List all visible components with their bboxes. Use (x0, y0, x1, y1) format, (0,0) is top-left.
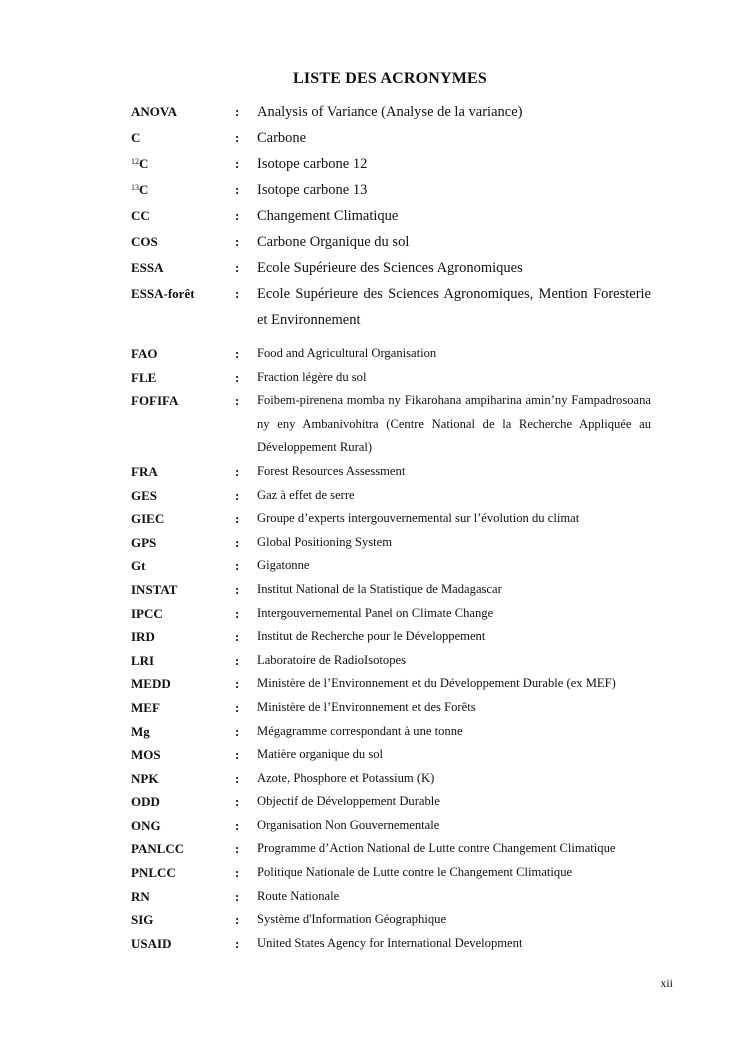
acronym-abbreviation-text: RN (131, 888, 150, 904)
acronym-abbreviation-text: Mg (131, 723, 150, 739)
acronym-abbreviation-text: ESSA (131, 260, 164, 275)
acronym-abbreviation (131, 696, 235, 720)
acronym-separator: : (235, 511, 240, 527)
acronym-abbreviation (131, 203, 235, 229)
acronym-definition: Organisation Non Gouvernementale (257, 817, 440, 832)
acronym-abbreviation (131, 342, 235, 366)
acronym-abbreviation (131, 743, 235, 767)
page-title: LISTE DES ACRONYMES (292, 70, 488, 87)
acronym-abbreviation (131, 767, 235, 791)
acronym-definition: United States Agency for International Development (257, 935, 523, 950)
acronym-abbreviation-text: LRI (131, 652, 155, 668)
acronym-separator: : (235, 260, 240, 275)
acronym-abbreviation (131, 625, 235, 649)
acronym-abbreviation-text: ONG (131, 817, 161, 833)
acronym-abbreviation (131, 177, 235, 203)
acronym-abbreviation (131, 389, 235, 413)
isotope-superscript: 13 (131, 183, 139, 192)
acronym-abbreviation (131, 229, 235, 255)
acronym-abbreviation-text: NPK (131, 770, 159, 786)
acronym-abbreviation (131, 460, 235, 484)
acronym-abbreviation (131, 255, 235, 281)
acronym-definition: Ecole Supérieure des Sciences Agronomiques (257, 260, 523, 276)
acronym-row (131, 229, 651, 255)
acronym-definition: Institut National de la Statistique de Madagascar (257, 581, 502, 596)
acronym-abbreviation (131, 125, 235, 151)
acronym-definition: Forest Resources Assessment (257, 463, 406, 478)
acronym-definition: Système d'Information Géographique (257, 912, 447, 927)
acronym-definition: Matière organique du sol (257, 747, 384, 762)
acronym-abbreviation-text: FLE (131, 369, 157, 385)
acronym-definition: Route Nationale (257, 888, 340, 903)
acronym-row (131, 767, 651, 791)
acronym-definition: Analysis of Variance (Analyse de la variance) (257, 104, 523, 120)
acronym-row (131, 99, 651, 125)
acronym-row (131, 861, 651, 885)
acronym-row (131, 625, 651, 649)
acronym-row (131, 125, 651, 151)
acronym-abbreviation (131, 99, 235, 125)
acronym-row (131, 602, 651, 626)
acronym-separator: : (235, 234, 240, 249)
acronym-definition: Carbone Organique du sol (257, 234, 410, 250)
acronym-abbreviation (131, 578, 235, 602)
acronym-list (131, 99, 651, 955)
acronym-row (131, 649, 651, 673)
acronym-abbreviation (131, 507, 235, 531)
acronym-definition: Institut de Recherche pour le Développement (257, 629, 486, 644)
acronym-abbreviation-text: COS (131, 234, 158, 249)
acronym-separator: : (235, 888, 240, 904)
acronym-abbreviation (131, 720, 235, 744)
acronym-definition: Carbone (257, 130, 307, 146)
acronym-abbreviation-text: C (139, 182, 149, 197)
acronym-definition: Fraction légère du sol (257, 369, 367, 384)
acronym-abbreviation-text: GPS (131, 534, 157, 550)
acronym-separator: : (235, 747, 240, 763)
acronym-abbreviation (131, 281, 235, 307)
acronym-abbreviation-text: MOS (131, 747, 161, 763)
acronym-row (131, 908, 651, 932)
acronym-separator: : (235, 208, 240, 223)
acronym-separator: : (235, 770, 240, 786)
acronym-row (131, 460, 651, 484)
acronym-abbreviation-text: ESSA-forêt (131, 286, 195, 301)
acronym-separator: : (235, 817, 240, 833)
acronym-row (131, 696, 651, 720)
acronym-abbreviation-text: ODD (131, 794, 160, 810)
acronym-separator: : (235, 487, 240, 503)
acronym-abbreviation (131, 861, 235, 885)
acronym-row (131, 531, 651, 555)
acronym-abbreviation (131, 554, 235, 578)
acronym-abbreviation (131, 151, 235, 177)
acronym-row (131, 151, 651, 177)
acronym-row (131, 743, 651, 767)
acronym-definition: Laboratoire de RadioIsotopes (257, 652, 406, 667)
acronym-definition: Politique Nationale de Lutte contre le Changement Climatique (257, 865, 573, 880)
page-number: xii (660, 976, 673, 990)
acronym-row (131, 507, 651, 531)
acronym-abbreviation-text: FOFIFA (131, 393, 179, 409)
acronym-row (131, 885, 651, 909)
acronym-abbreviation-text: IRD (131, 629, 155, 645)
acronym-abbreviation-text: IPCC (131, 605, 163, 621)
acronym-separator: : (235, 865, 240, 881)
acronym-separator: : (235, 130, 240, 145)
acronym-abbreviation-text: GES (131, 487, 158, 503)
acronym-separator: : (235, 629, 240, 645)
acronym-row (131, 203, 651, 229)
acronym-abbreviation (131, 908, 235, 932)
acronym-separator: : (235, 369, 240, 385)
acronym-row (131, 554, 651, 578)
acronym-abbreviation (131, 837, 235, 861)
acronym-section-2 (131, 342, 651, 955)
acronym-row (131, 790, 651, 814)
acronym-separator: : (235, 393, 240, 409)
acronym-row (131, 342, 651, 366)
acronym-abbreviation (131, 814, 235, 838)
acronym-row (131, 672, 651, 696)
acronym-definition: Azote, Phosphore et Potassium (K) (257, 770, 435, 785)
acronym-row (131, 281, 651, 333)
isotope-superscript: 12 (131, 157, 139, 166)
acronym-separator: : (235, 182, 240, 197)
acronym-separator: : (235, 723, 240, 739)
acronym-definition: Food and Agricultural Organisation (257, 346, 437, 360)
acronym-separator: : (235, 794, 240, 810)
acronym-definition: Foibem-pirenena momba ny Fikarohana ampiharina amin’ny Fampadrosoana ny eny Ambanivohitra (Centre National de la Recherche Appliquée au Développement Rural) (257, 393, 651, 455)
acronym-separator: : (235, 156, 240, 171)
acronym-abbreviation (131, 649, 235, 673)
acronym-separator: : (235, 676, 240, 692)
acronym-abbreviation (131, 932, 235, 956)
acronym-abbreviation-text: ANOVA (131, 104, 177, 119)
acronym-abbreviation-text: Gt (131, 558, 146, 574)
acronym-definition: Ecole Supérieure des Sciences Agronomiques, Mention Foresterie et Environnement (257, 286, 651, 328)
acronym-abbreviation-text: USAID (131, 935, 172, 951)
acronym-row (131, 255, 651, 281)
acronym-abbreviation (131, 672, 235, 696)
acronym-definition: Isotope carbone 12 (257, 156, 368, 172)
acronym-definition: Changement Climatique (257, 208, 399, 224)
acronym-abbreviation (131, 885, 235, 909)
acronym-definition: Intergouvernemental Panel on Climate Change (257, 605, 494, 620)
acronym-row (131, 932, 651, 956)
acronym-abbreviation (131, 790, 235, 814)
acronym-row (131, 177, 651, 203)
acronym-row (131, 720, 651, 744)
acronym-separator: : (235, 581, 240, 597)
acronym-separator: : (235, 534, 240, 550)
acronym-separator: : (235, 605, 240, 621)
acronym-abbreviation-text: SIG (131, 912, 154, 928)
acronym-section-1 (131, 99, 651, 333)
acronym-abbreviation-text: MEDD (131, 676, 171, 692)
acronym-separator: : (235, 841, 240, 857)
acronym-row (131, 837, 651, 861)
acronym-abbreviation-text: C (131, 130, 141, 145)
acronym-definition: Isotope carbone 13 (257, 182, 368, 198)
acronym-separator: : (235, 558, 240, 574)
acronym-definition: Ministère de l’Environnement et des Forêts (257, 699, 476, 714)
acronym-abbreviation (131, 531, 235, 555)
acronym-row (131, 366, 651, 390)
acronym-separator: : (235, 346, 240, 361)
acronym-abbreviation-text: INSTAT (131, 581, 178, 597)
acronym-abbreviation-text: C (139, 156, 149, 171)
acronym-separator: : (235, 699, 240, 715)
acronym-separator: : (235, 104, 240, 119)
acronym-definition: Objectif de Développement Durable (257, 794, 440, 809)
acronym-separator: : (235, 652, 240, 668)
acronym-row (131, 578, 651, 602)
acronym-row (131, 389, 651, 460)
acronym-abbreviation-text: GIEC (131, 511, 165, 527)
acronym-abbreviation-text: FAO (131, 346, 158, 361)
acronym-definition: Groupe d’experts intergouvernemental sur l’évolution du climat (257, 511, 580, 526)
acronym-abbreviation-text: PANLCC (131, 841, 185, 857)
acronym-row (131, 814, 651, 838)
acronym-separator: : (235, 935, 240, 951)
acronym-definition: Gigatonne (257, 558, 310, 573)
acronym-abbreviation-text: PNLCC (131, 865, 176, 881)
acronym-abbreviation (131, 366, 235, 390)
acronym-row (131, 484, 651, 508)
acronym-abbreviation (131, 484, 235, 508)
acronym-definition: Programme d’Action National de Lutte contre Changement Climatique (257, 841, 616, 856)
acronym-abbreviation (131, 602, 235, 626)
acronym-separator: : (235, 463, 240, 479)
acronym-separator: : (235, 286, 240, 301)
acronym-definition: Gaz à effet de serre (257, 487, 355, 502)
acronym-definition: Ministère de l’Environnement et du Développement Durable (ex MEF) (257, 676, 616, 691)
acronym-definition: Global Positioning System (257, 534, 393, 549)
acronym-definition: Mégagramme correspondant à une tonne (257, 723, 463, 738)
acronym-separator: : (235, 912, 240, 928)
acronym-abbreviation-text: MEF (131, 699, 160, 715)
acronym-abbreviation-text: FRA (131, 463, 158, 479)
acronym-abbreviation-text: CC (131, 208, 150, 223)
